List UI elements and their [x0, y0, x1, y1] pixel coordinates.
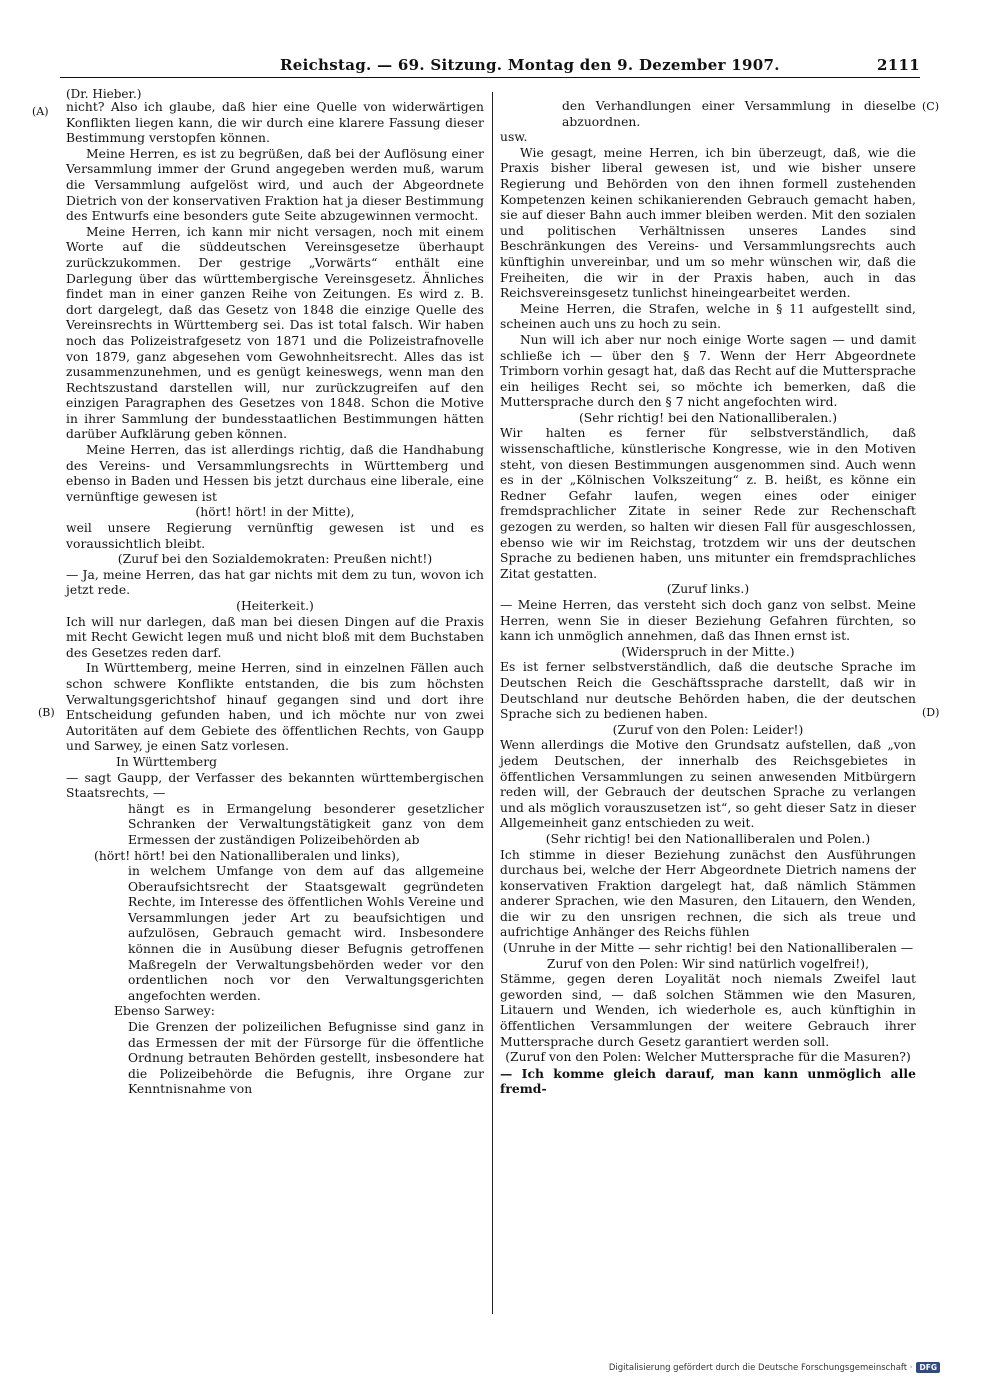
paragraph: — Ja, meine Herren, das hat gar nichts mit dem zu tun, wovon ich jetzt rede. — [66, 567, 484, 598]
paragraph: Ebenso Sarwey: — [114, 1004, 215, 1019]
interjection: (Unruhe in der Mitte — sehr richtig! bei den Nationalliberalen — Zuruf von den Polen: Wir sind natürlich vogelfrei!), — [502, 941, 914, 971]
paragraph: in welchem Umfange von dem auf das allgemeine Oberaufsichtsrecht der Staatsgewalt gegründeten Rechte, im Interesse des öffentlichen Wohls Vereine und Versammlungen jeder Art zu beaufsichtigen und aufzulösen, Gebrauch gemacht wird. Insbesondere können die in Ausübung dieser Befugnis getroffenen Maßregeln der Verwaltungsbehörden weder vor den ordentlichen noch vor den Verwaltungsgerichten angefochten werden. — [128, 864, 484, 1003]
paragraph: Es ist ferner selbstverständlich, daß die deutsche Sprache im Deutschen Reich die Geschäftssprache darstellt, daß wir in Deutschland nur deutsche Behörden haben, die der deutschen Sprache sich zu bedienen haben. — [500, 660, 916, 722]
page-number: 2111 — [877, 56, 920, 74]
left-column — [66, 100, 484, 1098]
paragraph: Meine Herren, die Strafen, welche in § 11 aufgestellt sind, scheinen auch uns zu hoch zu sein. — [500, 301, 916, 332]
paragraph: Wenn allerdings die Motive den Grundsatz aufstellen, daß „von jedem Deutschen, der innerhalb des Reichsgebietes in öffentlichen Versammlungen zu seinen anwesenden Mitbürgern reden will, der Gebrauch der deutschen Sprache zu verlangen und als möglich vorauszusetzen ist“, so geht dieser Satz in dieser Allgemeinheit ganz entschieden zu weit. — [500, 738, 916, 831]
interjection: (Zuruf von den Polen: Leider!) — [612, 722, 804, 737]
margin-mark-a: (A) — [32, 105, 49, 118]
paragraph: usw. — [500, 130, 528, 145]
paragraph: Die Grenzen der polizeilichen Befugnisse sind ganz in das Ermessen der mit der Fürsorge für die öffentliche Ordnung betrauten Behörden gestellt, insbesondere hat die Polizeibehörde die Befugnis, ihre Organe zur Kenntnisnahme von — [128, 1020, 484, 1097]
paragraph: In Württemberg — [116, 754, 218, 769]
header-title: Reichstag. — 69. Sitzung. Montag den 9. Dezember 1907. — [280, 56, 780, 74]
paragraph: Wir halten es ferner für selbstverständlich, daß wissenschaftliche, künstlerische Kongresse, wie in den Motiven steht, von diesen Bestimmungen ausgenommen sind. Auch wenn es in der „Kölnischen Volkszeitung“ z. B. heißt, es könne ein Redner Gefahr laufen, wegen eines oder einiger fremdsprachlicher Zitate in seiner Rede zur Rechenschaft gezogen zu werden, so halten wir diesen Fall für ausgeschlossen, ebenso wie wir im Reichstag, trotzdem wir uns der deutschen Sprache zu bedienen haben, uns mitunter ein fremdsprachliches Zitat gestatten. — [500, 426, 916, 581]
paragraph: weil unsere Regierung vernünftig gewesen ist und es voraussichtlich bleibt. — [66, 521, 484, 551]
paragraph: Nun will ich aber nur noch einige Worte sagen — und damit schließe ich — über den § 7. Wenn der Herr Abgeordnete Trimborn vorhin gesagt hat, daß das Recht auf die Muttersprache ein heiliges Recht sei, so möchte ich bemerken, daß die Muttersprache durch den § 7 nicht angefochten wird. — [500, 332, 916, 410]
paragraph: Meine Herren, es ist zu begrüßen, daß bei der Auflösung einer Versammlung immer der Grund angegeben werden muß, warum die Versammlung aufgelöst wird, und auch der Abgeordnete Dietrich von der konservativen Fraktion hat ja dieser Bestimmung des Entwurfs eine besonders gute Seite abzugewinnen vermocht. — [66, 146, 484, 224]
paragraph: — Ich komme gleich darauf, man kann unmöglich alle fremd- — [500, 1065, 916, 1097]
interjection: (Zuruf bei den Sozialdemokraten: Preußen nicht!) — [117, 552, 433, 567]
interjection: (Heiterkeit.) — [236, 599, 314, 613]
interjection: (Zuruf links.) — [666, 582, 750, 597]
column-divider — [492, 92, 493, 1314]
paragraph: (hört! hört! bei den Nationalliberalen und links), — [94, 848, 400, 863]
paragraph: den Verhandlungen einer Versammlung in dieselbe abzuordnen. — [562, 99, 916, 129]
page-header — [60, 52, 920, 78]
interjection: (Sehr richtig! bei den Nationalliberalen.) — [578, 410, 838, 425]
margin-mark-d: (D) — [922, 706, 940, 719]
interjection: (Widerspruch in der Mitte.) — [621, 644, 795, 659]
paragraph: Ich will nur darlegen, daß man bei diesen Dingen auf die Praxis mit Recht Gewicht legen muß und nicht bloß mit dem Buchstaben des Gesetzes reden darf. — [66, 614, 484, 660]
paragraph: — sagt Gaupp, der Verfasser des bekannten württembergischen Staatsrechts, — — [66, 770, 484, 801]
speaker-label: (Dr. Hieber.) — [66, 87, 142, 101]
dfg-logo: DFG — [916, 1362, 940, 1373]
interjection: (Zuruf von den Polen: Welcher Muttersprache für die Masuren?) — [505, 1050, 911, 1065]
paragraph: Wie gesagt, meine Herren, ich bin überzeugt, daß, wie die Praxis bisher liberal gewesen ist, und wie bisher unsere Regierung und Behörden von den ihnen formell zustehenden Kompetenzen keinen schikanierenden Gebrauch gemacht haben, sie auf dieser Bahn auch immer bleiben werden. Mit den sozialen und politischen Verhältnissen unseres Landes sind Beschränkungen des Vereins- und Versammlungsrechts auch künftighin unvereinbar, und um so mehr wünschen wir, daß die Freiheiten, die wir in der Praxis haben, auch in das Reichsvereinsgesetz tunlichst hineingearbeitet werden. — [500, 145, 916, 301]
interjection: (Sehr richtig! bei den Nationalliberalen und Polen.) — [545, 831, 871, 846]
paragraph: — Meine Herren, das versteht sich doch ganz von selbst. Meine Herren, wenn Sie in dieser Beziehung Gefahren fürchten, so kann ich unmöglich annehmen, daß das Ihnen ernst ist. — [500, 598, 916, 644]
footer — [609, 1362, 940, 1373]
footer-credit: Digitalisierung gefördert durch die Deutsche Forschungsgemeinschaft · — [608, 1362, 913, 1373]
interjection: (hört! hört! in der Mitte), — [195, 505, 355, 520]
paragraph: Meine Herren, ich kann mir nicht versagen, noch mit einem Worte auf die süddeutschen Vereinsgesetze überhaupt zurückzukommen. Der gestrige „Vorwärts“ enthält eine Darlegung über das württembergische Vereinsgesetz. Ähnliches findet man in einer ganzen Reihe von Zeitungen. Es wird z. B. dort dargelegt, daß das Gesetz von 1848 die einzige Quelle des Vereinsrechts in Württemberg sei. Das ist total falsch. Wir haben noch das Polizeistrafgesetz von 1871 und die Polizeistrafnovelle von 1879, ganz abgesehen vom Gewohnheitsrecht. Alles das ist zusammenzunehmen, und es genügt keineswegs, wenn man den Rechtszustand darstellen will, nur zurückzugreifen auf den einzigen Paragraphen des Gesetzes von 1848. Schon die Motive in ihrer Sammlung der bundesstaatlichen Bestimmungen hätten darüber Aufklärung geben können. — [66, 224, 484, 442]
margin-mark-b: (B) — [38, 706, 55, 719]
margin-mark-c: (C) — [922, 100, 939, 113]
paragraph: Meine Herren, das ist allerdings richtig, daß die Handhabung des Vereins- und Versammlungsrechts in Württemberg und ebenso in Baden und Hessen bis jetzt durchaus eine liberale, eine vernünftige gewesen ist — [66, 443, 484, 504]
paragraph: Ich stimme in dieser Beziehung zunächst den Ausführungen durchaus bei, welche der Herr Abgeordnete Dietrich namens der konservativen Fraktion dargelegt hat, daß nämlich Stämmen anderer Sprachen, wie den Masuren, den Litauern, den Wenden, die wir zu den unsrigen rechnen, die sich als treue und aufrichtige Anhänger des Reichs fühlen — [500, 847, 916, 940]
paragraph: Stämme, gegen deren Loyalität noch niemals Zweifel laut geworden sind, — daß solchen Stämmen wie den Masuren, Litauern und Wenden, ich wiederhole es, auch künftighin in öffentlichen Versammlungen der weitere Gebrauch ihrer Muttersprache durch Gesetz garantiert werden soll. — [500, 972, 916, 1049]
paragraph: hängt es in Ermangelung besonderer gesetzlicher Schranken der Verwaltungstätigkeit ganz von dem Ermessen der zuständigen Polizeibehörden ab — [128, 801, 484, 847]
paragraph: In Württemberg, meine Herren, sind in einzelnen Fällen auch schon schwere Konflikte entstanden, die bis zum höchsten Verwaltungsgerichtshof hinauf gegangen sind und dort ihre Entscheidung gefunden haben, und ich möchte nur von zwei Autoritäten auf dem Gebiete des öffentlichen Rechts, von Gaupp und Sarwey, je einen Satz vorlesen. — [66, 661, 484, 754]
paragraph: nicht? Also ich glaube, daß hier eine Quelle von widerwärtigen Konflikten liegen kann, die wir durch eine klarere Fassung dieser Bestimmung verstopfen können. — [66, 100, 484, 146]
right-column — [500, 99, 916, 1097]
